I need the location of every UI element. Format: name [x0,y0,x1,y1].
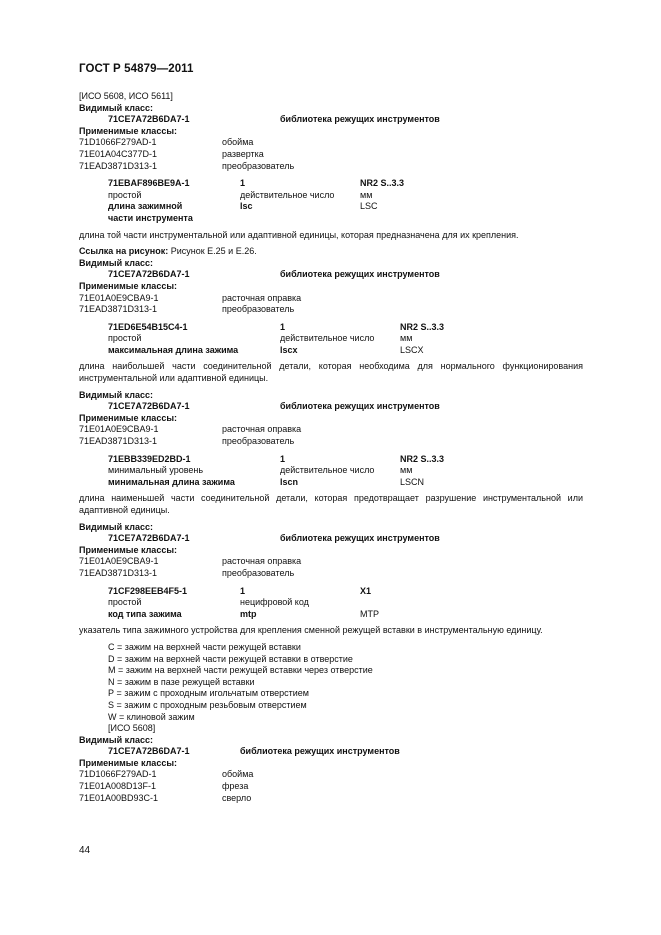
value-list-item: С = зажим на верхней части режущей вставки [108,641,301,652]
applicable-classes-label: Применимые классы: [79,280,178,291]
attribute-id-row: 71CF298EEB4F5-1 1 X1 [108,585,372,596]
attribute-type-row: простой нецифровой код [108,597,309,608]
applicable-class-row: 71EAD3871D313-1 преобразователь [79,567,295,578]
visible-class-code: 71CE7A72B6DA7-1 [108,114,190,125]
value-list-item: D = зажим на верхней части режущей вставки в отверстие [108,653,353,664]
applicable-classes-label: Применимые классы: [79,412,178,423]
applicable-classes-label: Применимые классы: [79,125,178,136]
value-list-item: Р = зажим с проходным игольчатым отверстием [108,688,309,699]
applicable-classes-label: Применимые классы: [79,544,178,555]
applicable-class-row: 71D1066F279AD-1 обойма [79,137,254,148]
attribute-name-row: минимальная длина зажима lscn LSCN [108,476,425,487]
attribute-name-row: код типа зажима mtp MTP [108,608,379,619]
attribute-name-row: максимальная длина зажима lscx LSCX [108,344,424,355]
reference: [ИСО 5608] [108,723,156,734]
value-list-item: М = зажим на верхней части режущей вставки через отверстие [108,665,373,676]
visible-class-name: библиотека режущих инструментов [280,114,440,125]
applicable-class-row: 71E01A008D13F-1 фреза [79,781,249,792]
definition-paragraph: длина наибольшей части соединительной детали, которая необходима для нормального функционирования инструментальной или адаптивной единицы. [79,361,583,384]
attribute-type-row: простой действительное число мм [108,333,413,344]
visible-class-label: Видимый класс: [79,389,153,400]
applicable-class-row: 71E01A0E9CBA9-1 расточная оправка [79,292,302,303]
applicable-class-row: 71E01A00BD93C-1 сверло [79,792,252,803]
reference: [ИСО 5608, ИСО 5611] [79,91,173,101]
attribute-type-row: простой действительное число мм [108,189,373,200]
attribute-id-row: 71ED6E54B15C4-1 1 NR2 S..3.3 [108,321,445,332]
attribute-name-row-2: части инструмента [108,212,193,223]
definition-paragraph: указатель типа зажимного устройства для крепления сменной режущей вставки в инструментальную единицу. [79,625,543,636]
value-list-item: W = клиновой зажим [108,711,195,722]
page-number: 44 [79,845,91,856]
visible-class-row [79,114,583,126]
applicable-classes-label: Применимые классы: [79,757,178,768]
visible-class-row: 71CE7A72B6DA7-1 библиотека режущих инструментов [108,746,400,757]
applicable-class-row: 71E01A0E9CBA9-1 расточная оправка [79,556,302,567]
definition-paragraph: длина той части инструментальной или адаптивной единицы, которая предназначена для их крепления. [79,229,519,240]
figure-reference: Ссылка на рисунок: Рисунок Е.25 и Е.26. [79,246,257,257]
visible-class-label: Видимый класс: [79,734,153,745]
applicable-class-row: 71D1066F279AD-1 обойма [79,769,254,780]
visible-class-row: 71CE7A72B6DA7-1 библиотека режущих инструментов [108,533,440,544]
document-header: ГОСТ Р 54879—2011 [79,63,194,75]
attribute-id-row: 71EBB339ED2BD-1 1 NR2 S..3.3 [108,453,445,464]
attribute-id-row: 71EBAF896BE9A-1 1 NR2 S..3.3 [108,178,405,189]
attribute-type-row: минимальный уровень действительное число мм [108,465,413,476]
visible-class-label: Видимый класс: [79,102,153,113]
attribute-name-row: длина зажимной lsc LSC [108,201,378,212]
document-body [79,91,583,804]
applicable-class-row: 71EAD3871D313-1 преобразователь [79,160,295,171]
applicable-class-row: 71E01A04C377D-1 развертка [79,148,264,159]
value-list-item: S = зажим с проходным резьбовым отверстием [108,699,307,710]
definition-paragraph: длина наименьшей части соединительной детали, которая предотвращает разрушение инструментальной или адаптивной единицы. [79,493,583,515]
applicable-class-row: 71EAD3871D313-1 преобразователь [79,436,295,447]
visible-class-label: Видимый класс: [79,521,153,532]
value-list-item: N = зажим в пазе режущей вставки [108,676,255,687]
visible-class-row: 71CE7A72B6DA7-1 библиотека режущих инструментов [108,401,440,412]
visible-class-row: 71CE7A72B6DA7-1 библиотека режущих инструментов [108,269,440,280]
applicable-class-row: 71EAD3871D313-1 преобразователь [79,304,295,315]
visible-class-label: Видимый класс: [79,257,153,268]
applicable-class-row: 71E01A0E9CBA9-1 расточная оправка [79,424,302,435]
